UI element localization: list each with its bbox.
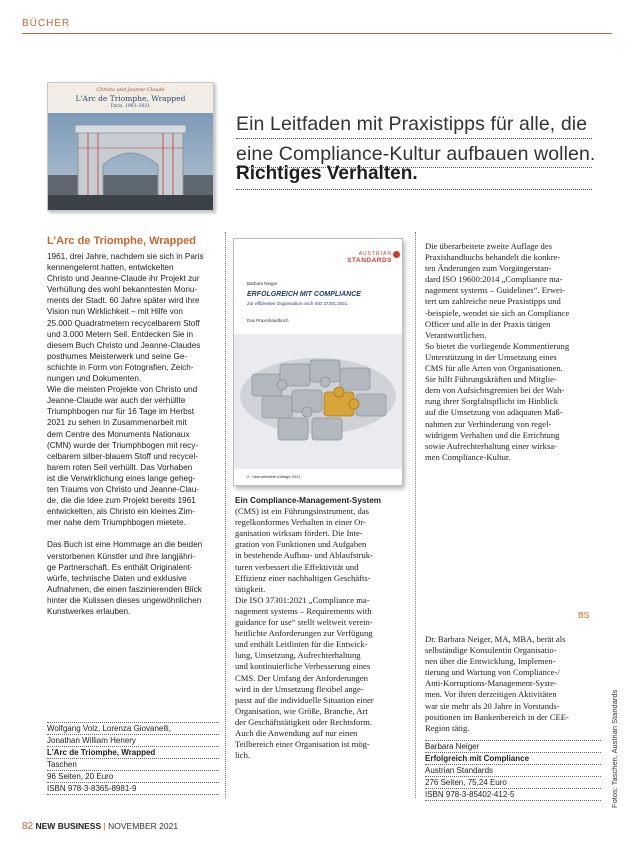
column-divider-2 <box>415 232 416 798</box>
headline-line-1: Ein Leitfaden mit Praxistipps für alle, die <box>236 113 588 135</box>
info-row-title: L’Arc de Triomphe, Wrapped <box>47 747 219 759</box>
info-row: Wolfgang Volz, Lorenza Giovanelli, <box>47 722 219 735</box>
book2-info-box <box>425 740 601 801</box>
cover-place: Paris, 1961–2021 <box>110 104 151 109</box>
book1-info-box <box>47 722 219 795</box>
cover-authors: Christo und Jeanne-Claude <box>96 87 165 93</box>
book-cover-compliance <box>233 238 403 486</box>
cover-series: Das Praxishandbuch <box>247 318 289 323</box>
headline-rule-3 <box>236 189 592 190</box>
photo-credit: Fotos: Taschen, Austrian Standards <box>610 689 619 808</box>
column-divider-1 <box>225 232 226 798</box>
info-row-title: Erfolgreich mit Compliance <box>425 753 601 765</box>
headline-line-2: eine Compliance-Kultur aufbauen wollen. <box>236 143 596 165</box>
author-initials: BS <box>578 610 590 620</box>
info-row: Barbara Neiger <box>425 740 601 753</box>
brand-bottom: STANDARDS <box>347 257 392 264</box>
book1-heading: L’Arc de Triomphe, Wrapped <box>47 235 196 247</box>
info-row: 96 Seiten, 20 Euro <box>47 771 219 783</box>
info-row: ISBN 978-3-85402-412-5 <box>425 789 601 801</box>
cover-title: ERFOLGREICH MIT COMPLIANCE <box>247 291 361 298</box>
info-row: Austrian Standards <box>425 765 601 777</box>
footer-separator: | <box>103 821 106 831</box>
page-number: 82 <box>22 821 34 832</box>
cover-title: L'Arc de Triomphe, Wrapped <box>75 94 186 103</box>
book2-body <box>235 495 407 761</box>
arc-photo <box>48 113 213 210</box>
author-bio: Dr. Barbara Neiger, MA, MBA, berät als selbständige Konsulentin Organisatio- nen über die Entwicklung, Implemen- tierung und Wartung von Compliance-/ Anti-Korruptions-Management-Syste- men. Vor ihren derzeitigen Aktivitäten war sie mehr als 20 Jahre in Vorstands- positionen im Bankenbereich in der CEE- Region tätig. <box>425 634 569 733</box>
section-label: BÜCHER <box>22 18 71 29</box>
cover-edition: 2., überarbeitete Auflage 2021 <box>247 474 301 479</box>
headline-title: Richtiges Verhalten. <box>236 163 418 184</box>
info-row: 276 Seiten, 75,24 Euro <box>425 777 601 789</box>
cover-author: Barbara Neiger <box>247 281 278 286</box>
puzzle-illustration <box>234 334 402 469</box>
book2-lead: Ein Compliance-Management-System <box>235 496 382 505</box>
issue-date: NOVEMBER 2021 <box>108 821 179 831</box>
brand-top: AUSTRIAN <box>358 251 392 257</box>
page-footer <box>22 821 178 832</box>
section-rule <box>22 33 612 34</box>
book-cover-arc-de-triomphe <box>47 82 214 211</box>
info-row: Taschen <box>47 759 219 771</box>
book2-body-text: (CMS) ist ein Führungsinstrument, das regelkonformes Verhalten in einer Or- ganisation wirksam fördert. Die Inte- gration von Funktionen und Aufgaben in bestehende Aufbau- und Ablaufstruk- turen verbessert die Effektivität und Effizienz einer nachhaltigen Geschäfts- tätigkeit. Die ISO 37301:2021 „Compliance ma- nagement systems – Requirements with guidance for use“ stellt weltweit verein- heitlichte Anforderungen zur Verfügung und enthält Leitlinien für die Entwick- lung, Umsetzung, Aufrechterhaltung und kontinuierliche Verbesserung eines CMS. Der Umfang der Anforderungen wird in der Umsetzung flexibel ange- passt auf die individuelle Situation einer Organisation, wie Größe, Branche, Art der Geschäftstätigkeit oder Rechtsform. Auch die Anwendung auf nur einen Teilbereich einer Organisation ist mög- lich. <box>235 506 374 761</box>
info-row: Jonathan William Henery <box>47 735 219 747</box>
headline-rule-1 <box>236 138 592 139</box>
cover-subtitle: Zur effizienten Organisation nach ISO 37301:2021 <box>247 301 348 306</box>
book1-body: 1961, drei Jahre, nachdem sie sich in Paris kennengelernt hatten, entwickelten Christo und Jeanne-Claude ihr Projekt zur Verhüllung des wohl bekanntesten Monu- ments der Stadt. 60 Jahre später wird ihre Vision nun Wirklichkeit – mit Hilfe von 25.000 Quadratmetern recycelbarem Stoff und 3.000 Metern Seil. Entdecken Sie in diesem Buch Christo und Jeanne-Claudes posthumes Meisterwerk und seine Ge- schichte in Form von Fotografien, Zeich- nungen und Dokumenten. Wie die meisten Projekte von Christo und Jeanne-Claude war auch der verhüllte Triumphbogen nur für 16 Tage im Herbst 2021 zu sehen In Zusammenarbeit mit dem Centre des Monuments Nationaux (CMN) wurde der Triumphbogen mit recy- celbarem silber-blauem Stoff und recycel- barem roten Seil verhüllt. Das Vorhaben ist die Verwirklichung eines lange geheg- ten Traums von Christo und Jeanne-Clau- de, die die Idee zum Projekt bereits 1961 entwickelten, als Christo ein kleines Zim- mer nahe dem Triumphbogen mietete. Das Buch ist eine Hommage an die beiden verstorbenen Künstler und ihre langjähri- ge Partnerschaft. Es enthält Originalent- würfe, technische Daten und exklusive Aufnahmen, die einen faszinierenden Blick hinter die Kulissen dieses ungewöhnlichen Kunstwerkes erlauben. <box>47 252 204 616</box>
publisher-brand <box>347 251 392 264</box>
book2-body-2: Die überarbeitete zweite Auflage des Praxishandbuchs behandelt die konkre- ten Änderungen zum Vorgängerstan- dard ISO 19600:2014 „Compliance ma- nagement systems – Guidelines“. Erwei- tert um zahlreiche neue Praxistipps und -beispiele, wendet sie sich an Compliance Officer und alle in der Praxis tätigen Verantwortlichen. So bietet die vorliegende Kommentierung Unterstützung in der Umsetzung eines CMS für alle Arten von Organisationen. Sie hilft Führungskräften und Mitglie- dern von Aufsichtsgremien bei der Wah- rung ihrer Sorgfaltspflicht im Hinblick auf die Umsetzung von adäquaten Maß- nahmen zur Verhinderung von regel- widrigem Verhalten und die Errichtung sowie Aufrechterhaltung einer wirksa- men Compliance-Kultur. <box>425 241 570 462</box>
magazine-name: NEW BUSINESS <box>35 821 102 831</box>
publisher-logo-icon <box>393 251 400 258</box>
info-row: ISBN 978-3-8365-8981-9 <box>47 783 219 795</box>
